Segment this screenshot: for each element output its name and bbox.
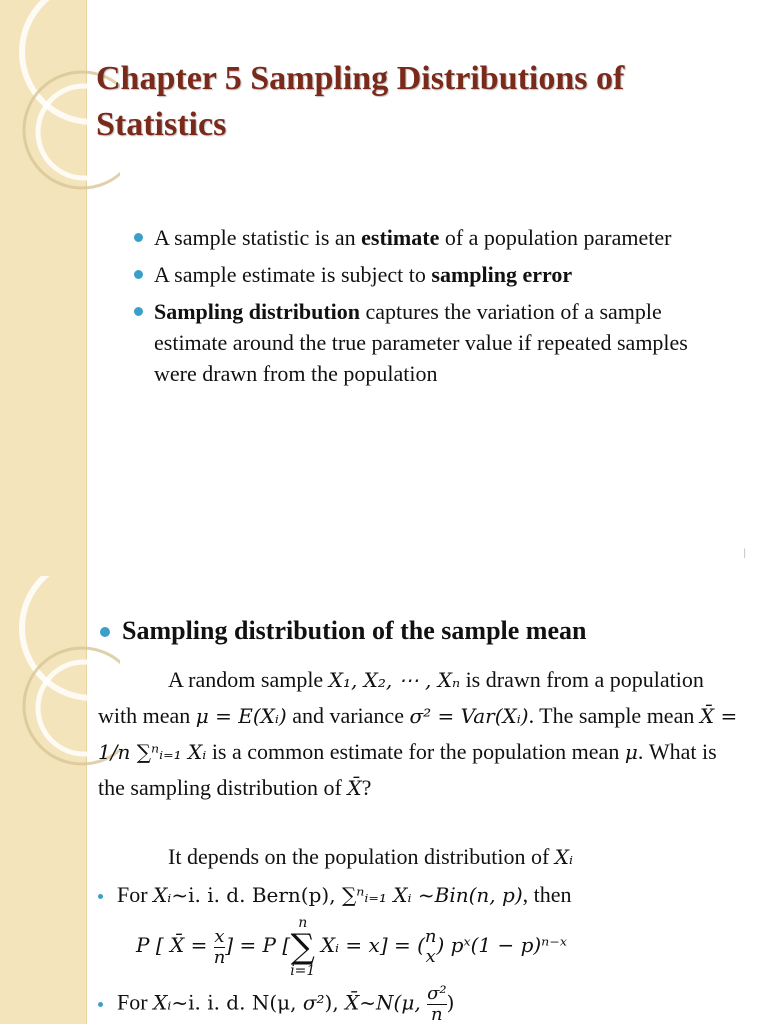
- math-expr: X̄ =: [699, 704, 738, 728]
- binomial-formula: [136, 916, 567, 978]
- bullet-dot-icon: [98, 1002, 103, 1007]
- sum-upper: n: [298, 915, 308, 931]
- denominator: n: [431, 1004, 443, 1024]
- math-expr: ~i. i. d. N(μ,: [171, 990, 303, 1015]
- section-heading-text: Sampling distribution of the sample mean: [122, 616, 587, 645]
- math-expr: Xᵢ = x: [320, 933, 380, 958]
- bullet-dot-icon: [134, 307, 143, 316]
- math-expr: ~i. i. d. Bern(p),: [171, 883, 342, 907]
- para-text: , then: [522, 882, 572, 907]
- math-expr: σ²: [302, 990, 325, 1015]
- bullet-item: [130, 259, 690, 290]
- math-expr: ),: [324, 990, 346, 1015]
- math-expr: ) pˣ(1 − p)ⁿ⁻ˣ: [436, 933, 567, 958]
- math-expr: P [ X̄ =: [136, 933, 214, 958]
- bullet-text: A sample statistic is an: [154, 225, 362, 250]
- bullet-dot-icon: [98, 894, 103, 899]
- numerator: x: [214, 925, 225, 947]
- bullet-text: A sample estimate is subject to: [154, 262, 432, 287]
- math-expr: ): [446, 990, 455, 1015]
- binomial-coefficient: [425, 927, 437, 967]
- section-heading: [100, 616, 586, 646]
- math-expr: X̄~N(μ,: [345, 990, 428, 1015]
- para-text: . What is the sampling distribution of: [98, 739, 717, 800]
- page-marker: |: [743, 548, 746, 559]
- bullet-bold: sampling error: [431, 262, 573, 287]
- math-expr: X̄: [347, 776, 362, 800]
- para-text: and variance: [286, 703, 410, 728]
- math-expr: X₁, X₂, ⋯ , Xₙ: [328, 668, 461, 692]
- math-expr: ] = (: [379, 933, 425, 958]
- binom-bottom: x: [425, 946, 436, 967]
- para-text: is a common estimate for the population mean: [206, 739, 625, 764]
- math-expr: μ = E(Xᵢ): [195, 704, 287, 728]
- bullet-text: captures the variation of a sample estimate around the true parameter value if repeated samples were drawn from the population: [154, 299, 688, 386]
- denominator: n: [213, 946, 226, 968]
- bernoulli-bullet: [98, 882, 572, 908]
- math-expr: σ² = Var(Xᵢ): [409, 704, 529, 728]
- para-text: A random sample: [168, 667, 329, 692]
- para-text: It depends on the population distribution of: [168, 844, 555, 869]
- depends-line: [168, 844, 573, 870]
- para-text: ?: [361, 775, 372, 800]
- bullet-item: [130, 296, 690, 389]
- slide-title: Chapter 5 Sampling Distributions of Statistics: [96, 60, 625, 143]
- bullet-bold: Sampling distribution: [154, 299, 361, 324]
- math-expr: Xᵢ: [554, 845, 574, 869]
- math-expr: Xᵢ: [153, 883, 172, 907]
- para-text: For: [117, 989, 154, 1015]
- fraction: [427, 984, 447, 1024]
- bullet-bold: estimate: [361, 225, 440, 250]
- bullet-text: of a population parameter: [439, 225, 672, 250]
- math-expr: 1/n ∑ⁿᵢ₌₁ Xᵢ: [98, 740, 207, 764]
- fraction: [214, 927, 226, 968]
- math-expr: μ: [624, 740, 638, 764]
- bullet-dot-icon: [100, 627, 110, 637]
- para-text: For: [117, 882, 154, 907]
- slide-2: [0, 576, 768, 1024]
- bullet-dot-icon: [134, 233, 143, 242]
- binom-top: n: [424, 926, 437, 947]
- math-expr: ] = P [: [225, 933, 291, 958]
- bullet-item: [130, 222, 690, 253]
- para-text: is drawn from a population with mean: [98, 667, 704, 728]
- summation: n ∑ i=1: [290, 915, 316, 979]
- sum-lower: i=1: [290, 963, 316, 979]
- normal-bullet: [98, 984, 454, 1024]
- bullet-list: [130, 222, 690, 395]
- bullet-dot-icon: [134, 270, 143, 279]
- para-text: . The sample mean: [528, 703, 700, 728]
- numerator: σ²: [427, 983, 447, 1004]
- math-expr: Xᵢ: [153, 990, 172, 1015]
- math-expr: ∑ⁿᵢ₌₁ Xᵢ ~Bin(n, p): [341, 883, 523, 907]
- intro-paragraph: [98, 662, 748, 806]
